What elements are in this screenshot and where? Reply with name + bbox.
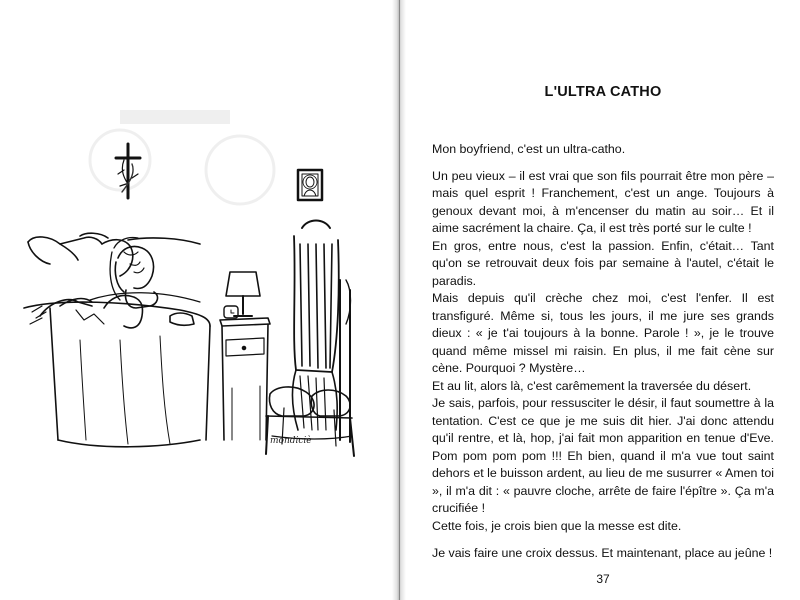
cartoon-illustration xyxy=(20,140,370,460)
paragraph: Cette fois, je crois bien que la messe est dite. xyxy=(432,518,682,533)
paragraph: Et au lit, alors là, c'est carêmement la traversée du désert. xyxy=(432,378,752,393)
paragraph: Je vais faire une croix dessus. Et maintenant, place au jeûne ! xyxy=(432,546,773,560)
woman-figure xyxy=(30,237,194,327)
icon-portrait-frame xyxy=(298,170,322,200)
paragraph: Mais depuis qu'il crèche chez moi, c'est l'enfer. Il est transfiguré. Même si, tous les jours, il me jure ses grands dieux : « je t'ai toujours à la bonne. Parole ! », je le trouve quand même missel mi raisin. En plus, il me fait cène sur cène. Pourquoi ? Mystère… xyxy=(432,291,774,375)
left-page xyxy=(0,0,396,600)
illustrator-signature: mondiciè xyxy=(270,436,312,446)
crucifix-icon xyxy=(116,144,140,198)
chapter-body xyxy=(432,141,774,563)
chapter-title: L'ULTRA CATHO xyxy=(544,84,662,100)
chair xyxy=(266,280,354,456)
paragraph: Mon boyfriend, c'est un ultra-catho. xyxy=(432,142,626,156)
paragraph: Un peu vieux – il est vrai que son fils pourrait être mon père – mais quel esprit ! Franchement, c'est un ange. Toujours à genoux devant moi, à m'encenser du matin au soir… Et il aime sacrément la chaire. Ça, il est très porté sur le culte ! xyxy=(432,168,774,235)
praying-man-figure xyxy=(270,221,351,431)
gutter-fold-line xyxy=(399,0,400,600)
page-number: 37 xyxy=(596,572,610,586)
nightstand xyxy=(220,318,270,440)
lamp-icon xyxy=(226,272,260,316)
right-page xyxy=(406,0,800,600)
paragraph: En gros, entre nous, c'est la passion. Enfin, c'était… Tant qu'on se retrouvait deux fois par semaine à l'autel, c'était le paradis. xyxy=(432,238,774,288)
paragraph: Je sais, parfois, pour ressusciter le désir, il faut soumettre à la tentation. C'est ce que je me suis dit hier. J'ai donc attendu qu'il rentre, et là, hop, j'ai fait mon apparition en tenue d'Eve. Pom pom pom pom !!! Eh bien, quand il m'a vue tout saint dehors et le buisson ardent, au lieu de me susurrer « Amen toi », il m'a dit : « pauvre cloche, arrête de faire l'épître ». Ça m'a crucifiée ! xyxy=(432,396,774,515)
bed xyxy=(24,233,210,447)
